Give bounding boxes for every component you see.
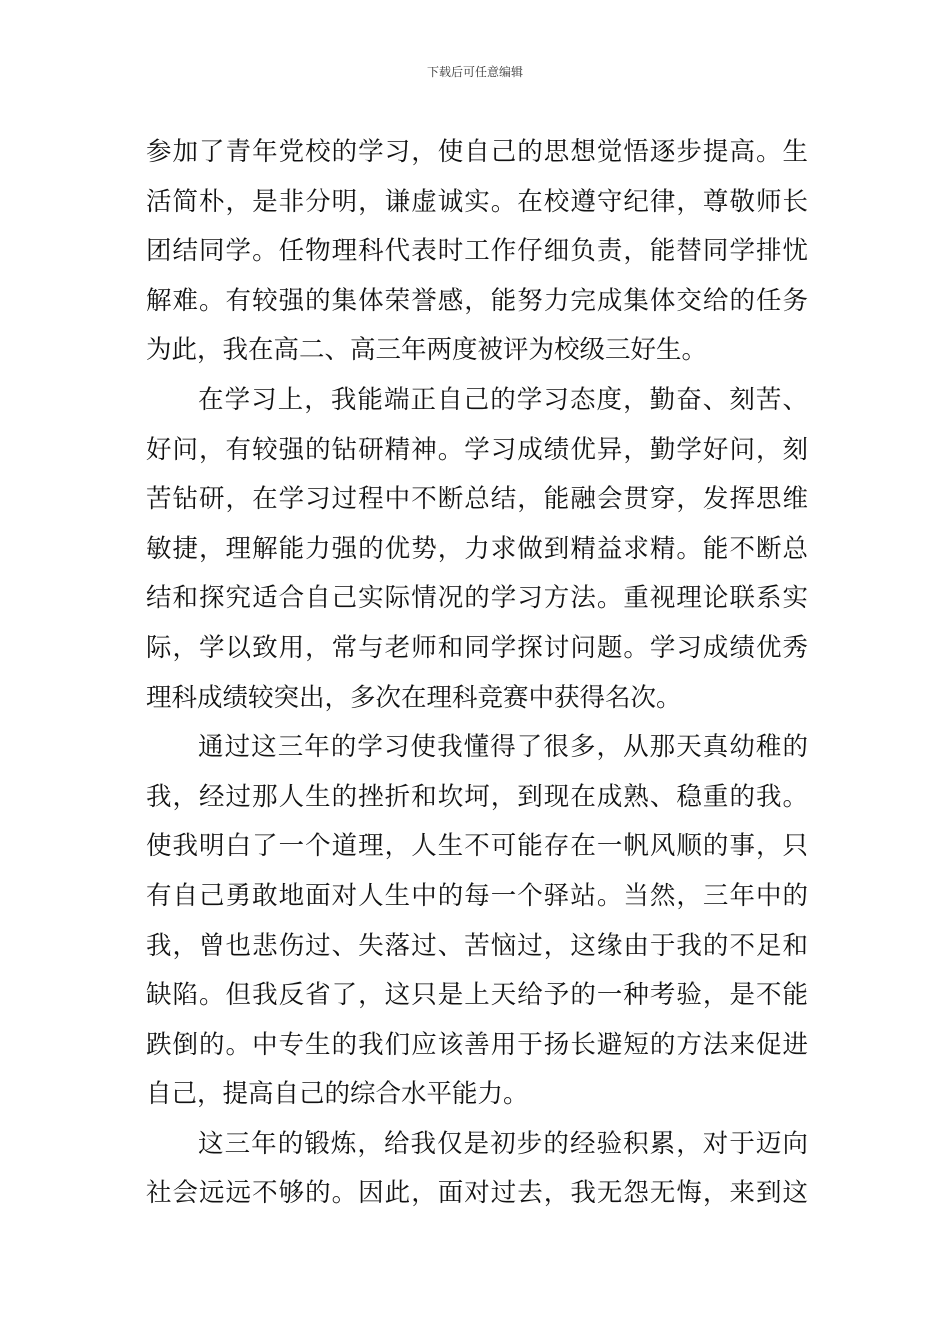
text-line: 理科成绩较突出，多次在理科竞赛中获得名次。 [146,682,682,713]
text-line: 使我明白了一个道理，人生不可能存在一帆风顺的事，只 [146,831,808,862]
paragraph-first-line: 通过这三年的学习使我懂得了很多，从那天真幼稚的 [198,732,808,763]
text-line: 际，学以致用，常与老师和同学探讨问题。学习成绩优秀 [146,632,808,663]
text-line: 团结同学。任物理科代表时工作仔细负责，能替同学排忧 [146,236,808,267]
text-line: 苦钻研，在学习过程中不断总结，能融会贯穿，发挥思维 [146,484,808,515]
text-line: 为此，我在高二、高三年两度被评为校级三好生。 [146,335,708,366]
text-line: 我，曾也悲伤过、失落过、苦恼过，这缘由于我的不足和 [146,930,808,961]
text-line: 社会远远不够的。因此，面对过去，我无怨无悔，来到这 [146,1178,808,1209]
page-header-note: 下载后可任意编辑 [426,65,523,79]
document-body [146,128,808,1219]
text-line: 跌倒的。中专生的我们应该善用于扬长避短的方法来促进 [146,1029,808,1060]
text-line: 结和探究适合自己实际情况的学习方法。重视理论联系实 [146,583,808,614]
text-line: 活简朴，是非分明，谦虚诚实。在校遵守纪律，尊敬师长 [146,186,808,217]
text-line: 有自己勇敢地面对人生中的每一个驿站。当然，三年中的 [146,880,808,911]
text-line: 解难。有较强的集体荣誉感，能努力完成集体交给的任务 [146,285,808,316]
text-line: 好问，有较强的钻研精神。学习成绩优异，勤学好问，刻 [146,434,808,465]
text-line: 参加了青年党校的学习，使自己的思想觉悟逐步提高。生 [146,137,808,167]
text-line: 自己，提高自己的综合水平能力。 [146,1079,529,1110]
text-line: 缺陷。但我反省了，这只是上天给予的一种考验，是不能 [146,980,808,1011]
paragraph-first-line: 这三年的锻炼，给我仅是初步的经验积累，对于迈向 [198,1128,808,1159]
text-line: 我，经过那人生的挫折和坎坷，到现在成熟、稳重的我。 [146,781,808,812]
text-line: 敏捷，理解能力强的优势，力求做到精益求精。能不断总 [146,533,808,564]
paragraph-first-line: 在学习上，我能端正自己的学习态度，勤奋、刻苦、 [198,384,808,415]
